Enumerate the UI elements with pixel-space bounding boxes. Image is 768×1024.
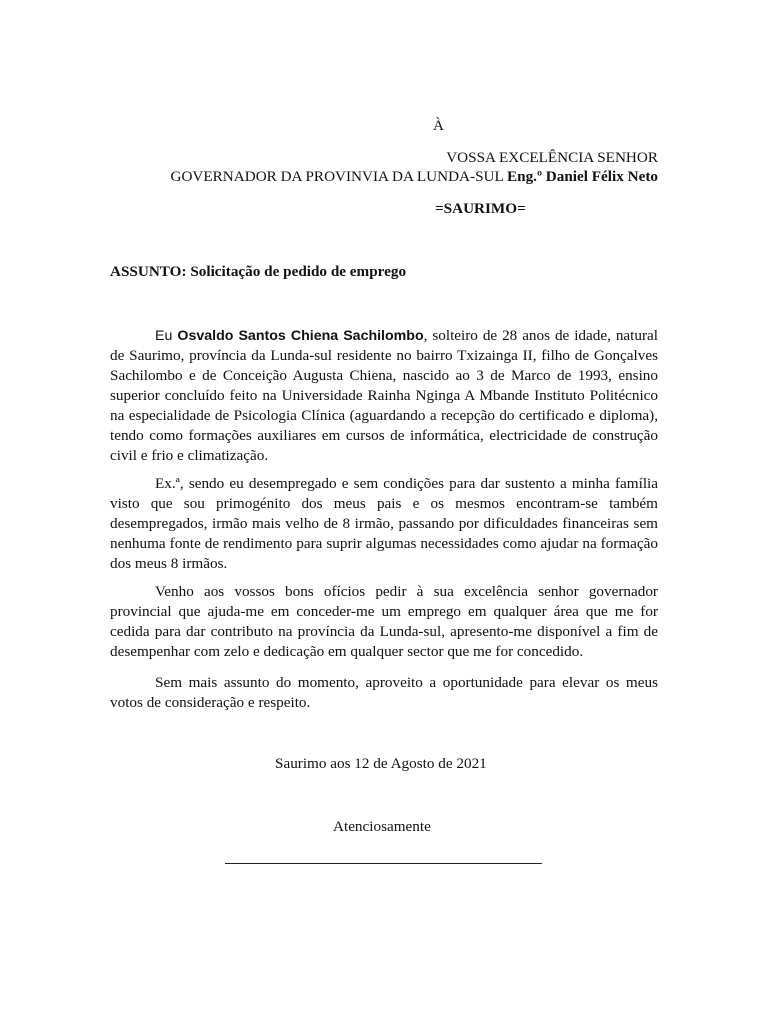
body-paragraph-3 <box>110 582 658 662</box>
p1-rest: , solteiro de 28 anos de idade, natural de Saurimo, província da Lunda-sul residente no bairro Txizainga II, filho de Gonçalves Sachilombo e de Conceição Augusta Chiena, nascido ao 3 de Marco de 1993, ensino superior concluído feito na Universidade Rainha Nginga A Mbande Instituto Politécnico na especialidade de Psicologia Clínica (aguardando a recepção do certificado e diploma), tendo como formações auxiliares em cursos de informática, electricidade de construção civil e frio e climatização. <box>110 327 658 464</box>
p1-intro: Eu <box>155 328 178 344</box>
addressee-role: GOVERNADOR DA PROVINVIA DA LUNDA-SUL <box>170 168 508 185</box>
addressee-name <box>170 168 658 186</box>
addressee-to: À <box>433 117 444 134</box>
p4-text: Sem mais assunto do momento, aproveito a oportunidade para elevar os meus votos de consideração e respeito. <box>110 674 658 711</box>
place-date: Saurimo aos 12 de Agosto de 2021 <box>275 755 487 772</box>
addressee-city: =SAURIMO= <box>435 200 526 217</box>
addressee-person: Eng.º Daniel Félix Neto <box>507 168 658 185</box>
body-paragraph-1 <box>110 326 658 466</box>
p3-text: Venho aos vossos bons ofícios pedir à sua excelência senhor governador provincial que ajuda-me em conceder-me um emprego em qualquer área que me for cedida para dar contributo na província da Lunda-sul, apresento-me disponível a fim de desempenhar com zelo e dedicação em qualquer sector que me for concedido. <box>110 583 658 660</box>
addressee-title: VOSSA EXCELÊNCIA SENHOR <box>446 149 658 166</box>
body-paragraph-2 <box>110 474 658 574</box>
subject-label: ASSUNTO: <box>110 263 187 280</box>
signature-line <box>225 863 542 864</box>
closing-regards: Atenciosamente <box>333 818 431 835</box>
subject-line <box>110 263 406 281</box>
body-paragraph-4 <box>110 673 658 713</box>
sender-name: Osvaldo Santos Chiena Sachilombo <box>177 328 424 344</box>
subject-text: Solicitação de pedido de emprego <box>190 263 407 280</box>
p2-text: Ex.ª, sendo eu desempregado e sem condições para dar sustento a minha família visto que sou primogénito dos meus pais e os mesmos encontram-se também desempregados, irmão mais velho de 8 irmão, passando por dificuldades financeiras sem nenhuma fonte de rendimento para suprir algumas necessidades como ajudar na formação dos meus 8 irmãos. <box>110 475 658 572</box>
